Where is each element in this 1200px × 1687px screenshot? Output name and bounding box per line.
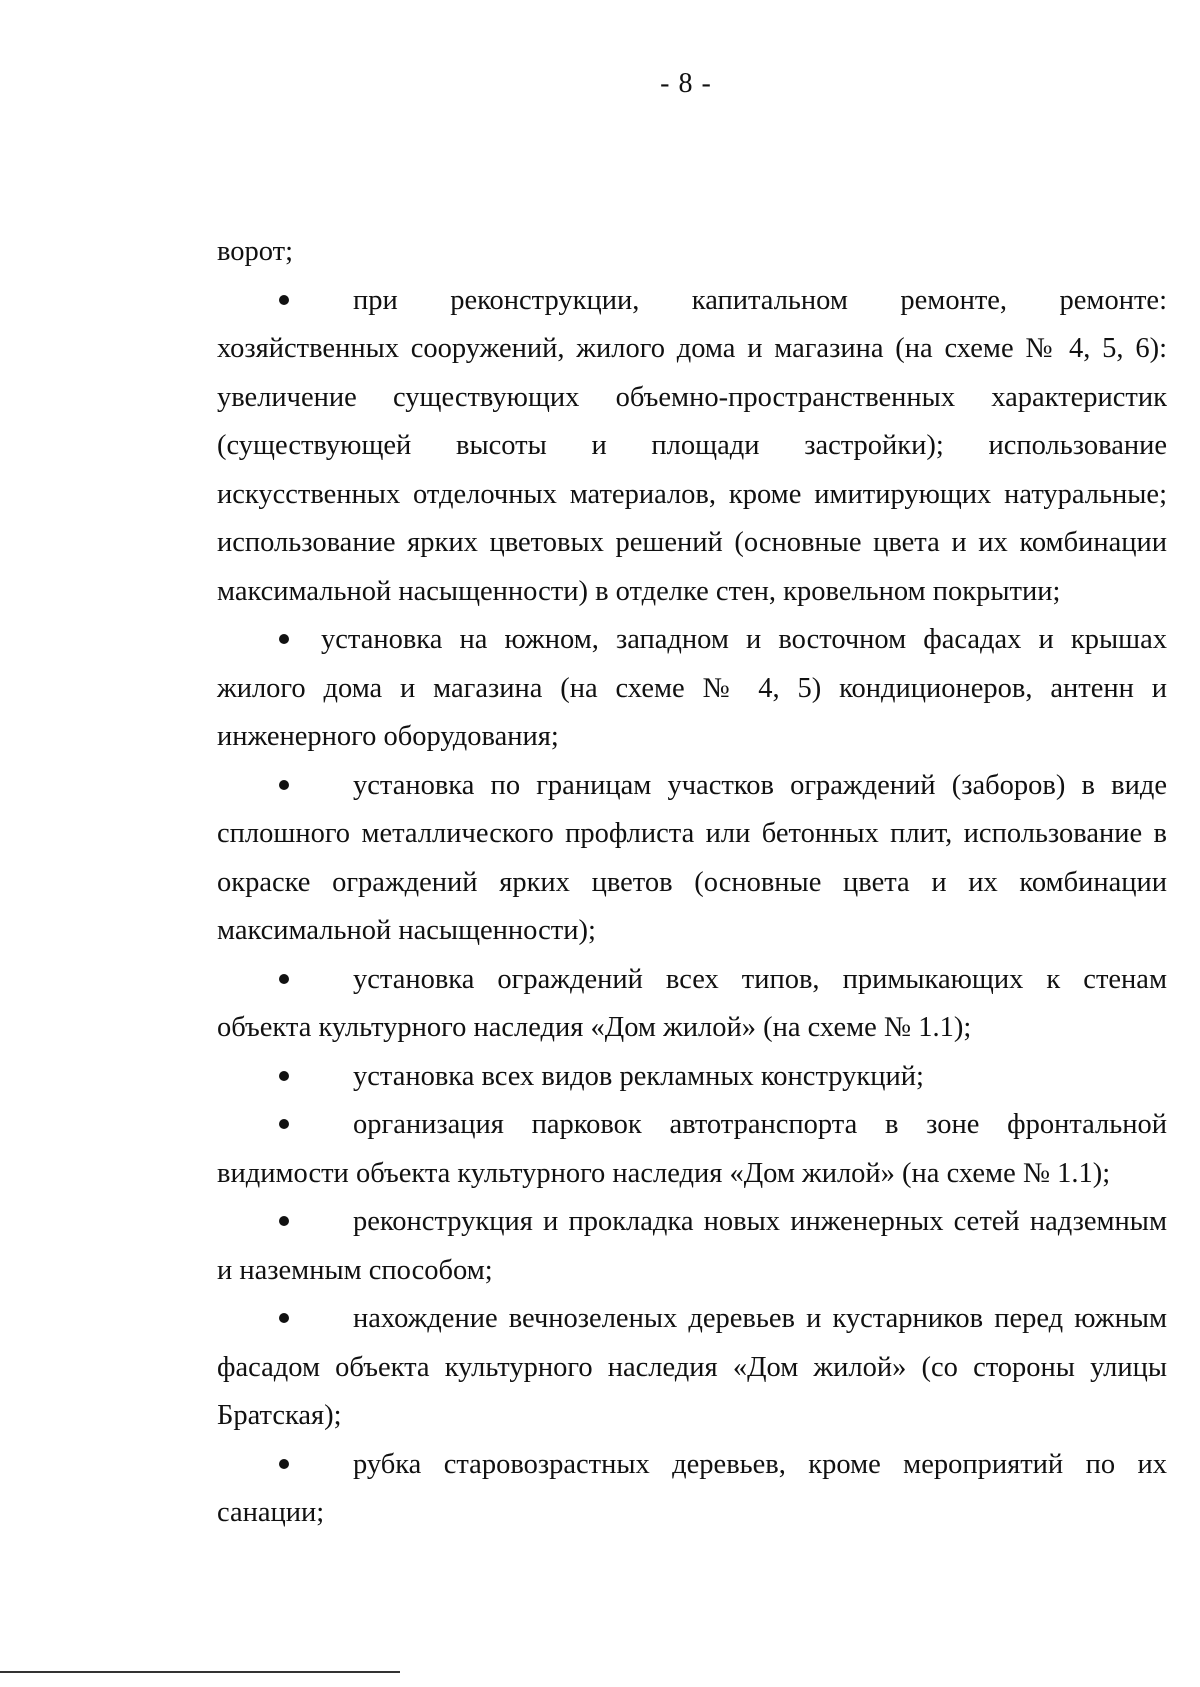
bullet-icon xyxy=(279,1053,353,1102)
bullet-icon xyxy=(279,1198,353,1247)
list-item-text: нахождение вечнозеленых деревьев и кустарников перед южным фасадом объекта культурного наследия «Дом жилой» (со стороны улицы Братская); xyxy=(217,1303,1167,1431)
list-item-text: установка по границам участков ограждений (заборов) в виде сплошного металлического профлиста или бетонных плит, использование в окраске ограждений ярких цветов (основные цвета и их комбинации максимальной насыщенности); xyxy=(217,769,1167,946)
list-item xyxy=(217,1198,1167,1295)
list-item xyxy=(217,1053,1167,1102)
list-item-text: организация парковок автотранспорта в зоне фронтальной видимости объекта культурного наследия «Дом жилой» (на схеме № 1.1); xyxy=(217,1109,1167,1189)
bullet-icon xyxy=(279,277,353,326)
page-number: - 8 - xyxy=(660,68,712,99)
list-item-text: рубка старовозрастных деревьев, кроме мероприятий по их санации; xyxy=(217,1448,1167,1528)
bullet-icon xyxy=(279,616,321,665)
bullet-icon xyxy=(279,1295,353,1344)
bullet-icon xyxy=(279,762,353,811)
page-bottom-rule xyxy=(0,1671,400,1673)
list-item xyxy=(217,956,1167,1053)
list-item xyxy=(217,762,1167,956)
list-item-text: при реконструкции, капитальном ремонте, ремонте: хозяйственных сооружений, жилого дома и магазина (на схеме № 4, 5, 6): увеличение существующих объемно-пространственных характеристик (существующей высоты и площади застройки); использование искусственных отделочных материалов, кроме имитирующих натуральные; использование ярких цветовых решений (основные цвета и их комбинации максимальной насыщенности) в отделке стен, кровельном покрытии; xyxy=(217,284,1167,607)
list-item-text: реконструкция и прокладка новых инженерных сетей надземным и наземным способом; xyxy=(217,1206,1167,1286)
list-item xyxy=(217,1441,1167,1538)
paragraph-continuation xyxy=(217,228,1167,277)
list-item xyxy=(217,616,1167,762)
bullet-icon xyxy=(279,1101,353,1150)
bullet-icon xyxy=(279,1441,353,1490)
list-item xyxy=(217,1295,1167,1441)
paragraph-text: ворот; xyxy=(217,236,294,267)
list-item-text: установка ограждений всех типов, примыкающих к стенам объекта культурного наследия «Дом жилой» (на схеме № 1.1); xyxy=(217,963,1167,1043)
list-item-text: установка на южном, западном и восточном фасадах и крышах жилого дома и магазина (на схеме № 4, 5) кондиционеров, антенн и инженерного оборудования; xyxy=(217,624,1167,752)
list-item-text: установка всех видов рекламных конструкций; xyxy=(353,1060,924,1092)
list-item xyxy=(217,1101,1167,1198)
list-item xyxy=(217,277,1167,617)
bullet-icon xyxy=(279,956,353,1005)
document-body xyxy=(217,228,1167,1538)
